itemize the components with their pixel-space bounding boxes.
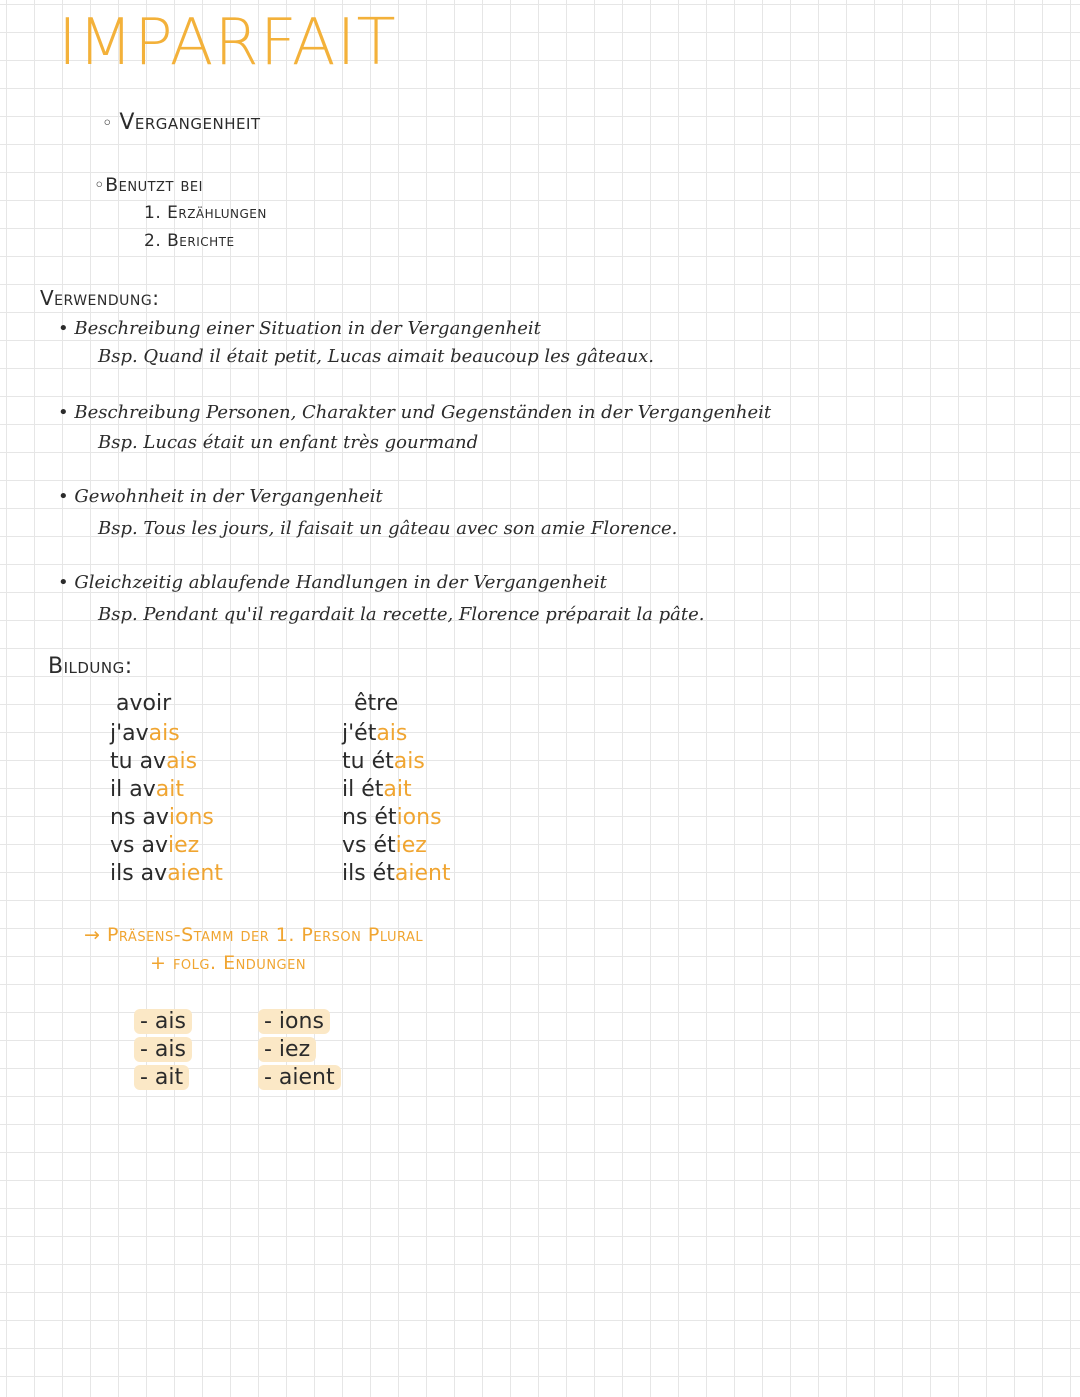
conj-row: j'étais (342, 721, 408, 746)
intro-bullet-benutzt: ◦Benutzt bei (94, 174, 203, 196)
conj-row: ils avaient (110, 861, 223, 886)
use-item: 2. Berichte (144, 231, 235, 251)
ending-chip: - iez (258, 1037, 316, 1062)
conj-row: vs étiez (342, 833, 427, 858)
avoir-infinitive: avoir (116, 691, 172, 716)
verwendung-example: Bsp. Tous les jours, il faisait un gâteau avec son amie Florence. (98, 518, 678, 539)
conj-row: tu avais (110, 749, 198, 774)
verwendung-item: • Beschreibung einer Situation in der Vergangenheit (58, 318, 541, 339)
rule-line: → Präsens-Stamm der 1. Person Plural (84, 924, 424, 946)
etre-conjugation (342, 720, 451, 888)
endings-column (134, 1008, 192, 1092)
verwendung-example: Bsp. Quand il était petit, Lucas aimait beaucoup les gâteaux. (98, 346, 655, 367)
avoir-conjugation (110, 720, 223, 888)
intro-bullet-vergangenheit: ◦ Vergangenheit (102, 110, 261, 135)
verwendung-example: Bsp. Lucas était un enfant très gourmand (98, 432, 479, 453)
endings-column (258, 1008, 341, 1092)
ending-chip: - ais (134, 1037, 192, 1062)
intro-bullet-label: Vergangenheit (119, 110, 261, 135)
page-title: IMPARFAIT (58, 6, 397, 80)
conj-row: ils étaient (342, 861, 451, 886)
conj-row: ns avions (110, 805, 214, 830)
ending-chip: - ait (134, 1065, 189, 1090)
intro-bullet-label: Benutzt bei (105, 174, 203, 196)
rule-line: + folg. Endungen (150, 952, 307, 974)
use-item: 1. Erzählungen (144, 203, 267, 223)
ending-chip: - ions (258, 1009, 330, 1034)
verwendung-item: • Gewohnheit in der Vergangenheit (58, 486, 383, 507)
etre-infinitive: être (354, 691, 399, 716)
conj-row: il avait (110, 777, 184, 802)
ending-chip: - ais (134, 1009, 192, 1034)
ending-chip: - aient (258, 1065, 341, 1090)
bildung-heading: Bildung: (48, 654, 133, 679)
verwendung-item: • Gleichzeitig ablaufende Handlungen in der Vergangenheit (58, 572, 607, 593)
conj-row: ns étions (342, 805, 442, 830)
conj-row: tu étais (342, 749, 425, 774)
verwendung-example: Bsp. Pendant qu'il regardait la recette, Florence préparait la pâte. (98, 604, 705, 625)
conj-row: il était (342, 777, 412, 802)
verwendung-item: • Beschreibung Personen, Charakter und Gegenständen in der Vergangenheit (58, 402, 772, 423)
conj-row: vs aviez (110, 833, 200, 858)
conj-row: j'avais (110, 721, 180, 746)
verwendung-heading: Verwendung: (40, 286, 160, 310)
